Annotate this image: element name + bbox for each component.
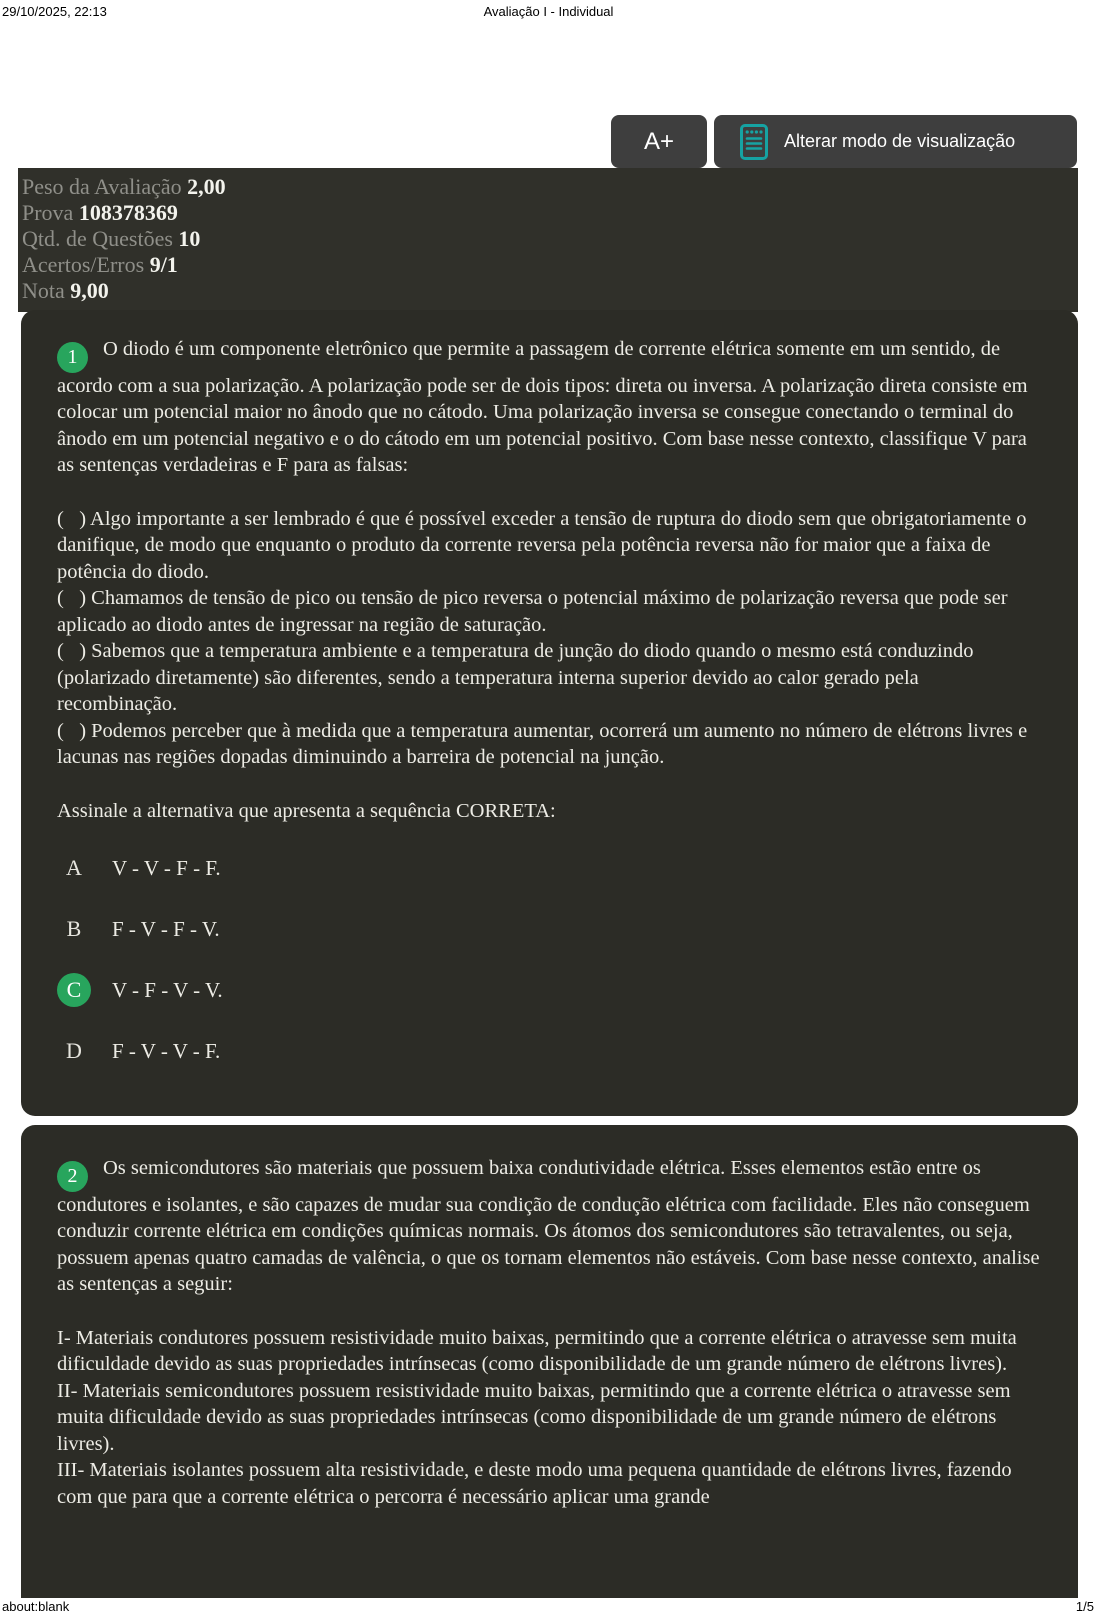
exam-info-row (22, 200, 1070, 226)
option-b-text: F - V - F - V. (112, 917, 220, 941)
info-value: 9,00 (70, 278, 109, 303)
exam-info-row (22, 174, 1070, 200)
question-number-badge: 1 (57, 342, 88, 373)
question-2-intro (57, 1155, 1042, 1298)
reader-mode-icon (740, 124, 768, 160)
question-2-text: Os semicondutores são materiais que possuem baixa condutividade elétrica. Esses elementos estão entre os condutores e isolantes, e são capazes de mudar sua condição de condução elétrica com facilidade. Eles não conseguem conduzir corrente elétrica em condições químicas normais. Os átomos dos semicondutores são tetravalentes, ou seja, possuem apenas quatro camadas de valência, o que os tornam elementos não estáveis. Com base nesse contexto, analise as sentenças a seguir: (57, 1157, 1040, 1296)
info-label: Qtd. de Questões (22, 226, 173, 251)
print-datetime: 29/10/2025, 22:13 (2, 4, 107, 19)
exam-info-row (22, 278, 1070, 304)
vf-statement-2: ( ) Chamamos de tensão de pico ou tensão de pico reversa o potencial máximo de polarização reversa que pode ser aplicado ao diodo antes de ingressar na região de saturação. (57, 587, 1013, 636)
question-number-badge: 2 (57, 1161, 88, 1192)
print-header (0, 4, 1097, 22)
option-d-text: F - V - V - F. (112, 1039, 221, 1063)
option-c-text: V - F - V - V. (112, 978, 223, 1002)
vf-statement-3: ( ) Sabemos que a temperatura ambiente e a temperatura de junção do diodo quando o mesmo está conduzindo (polarizado diretamente) são diferentes, sendo a temperatura interna superior devido ao calor gerado pela recombinação. (57, 640, 979, 716)
option-b-letter: B (66, 916, 82, 941)
page-title: Avaliação I - Individual (483, 4, 614, 19)
options-list (57, 851, 1042, 1068)
option-a[interactable] (57, 851, 1042, 885)
question-card-1 (21, 310, 1078, 1116)
option-a-letter: A (66, 855, 82, 880)
info-value: 10 (178, 226, 201, 251)
view-mode-label: Alterar modo de visualização (784, 131, 1016, 151)
info-label: Prova (22, 200, 74, 225)
question-1-text: O diodo é um componente eletrônico que permite a passagem de corrente elétrica somente em um sentido, de acordo com a sua polarização. A polarização pode ser de dois tipos: direta ou inversa. A polarização direta consiste em colocar um potencial maior no ânodo que no cátodo. Uma polarização inversa se consegue conectando o terminal do ânodo em um potencial negativo e o do cátodo em um potencial positivo. Com base nesse contexto, classifique V para as sentenças verdadeiras e F para as falsas: (57, 338, 1028, 477)
vf-statement-4: ( ) Podemos perceber que à medida que a temperatura aumentar, ocorrerá um aumento no número de elétrons livres e lacunas nas regiões dopadas diminuindo a barreira de potencial na junção. (57, 719, 1033, 769)
info-value: 108378369 (78, 200, 178, 225)
info-value: 9/1 (149, 252, 178, 277)
footer-page-number: 1/5 (1075, 1599, 1094, 1614)
footer-url: about:blank (2, 1599, 70, 1614)
roman-statement-2: II- Materiais semicondutores possuem resistividade muito baixas, permitindo que a corrente elétrica o atravesse sem muita dificuldade devido as suas propriedades intrínsecas (como disponibilidade de um grande número de elétrons livres). (57, 1379, 1016, 1455)
vf-statement-1: ( ) Algo importante a ser lembrado é que é possível exceder a tensão de ruptura do diodo sem que obrigatoriamente o danifique, de modo que enquanto o produto da corrente reversa pela potência reversa não for maior que a faixa de potência do diodo. (57, 507, 1032, 583)
option-a-text: V - V - F - F. (112, 856, 221, 880)
exam-info-row (22, 252, 1070, 278)
option-c-letter: C (57, 973, 91, 1007)
info-label: Nota (22, 278, 65, 303)
exam-info-row (22, 226, 1070, 252)
question-1-intro (57, 336, 1042, 479)
info-label: Peso da Avaliação (22, 174, 182, 199)
option-c-selected[interactable] (57, 973, 1042, 1007)
print-footer (0, 1599, 1097, 1617)
font-size-button[interactable]: A+ (611, 115, 707, 168)
roman-statements (57, 1325, 1042, 1511)
exam-info-panel (18, 168, 1078, 312)
vf-statements (57, 506, 1042, 771)
question-card-2 (21, 1125, 1078, 1598)
answer-prompt: Assinale a alternativa que apresenta a sequência CORRETA: (57, 799, 556, 822)
roman-statement-1: I- Materiais condutores possuem resistividade muito baixas, permitindo que a corrente elétrica o atravesse sem muita dificuldade devido as suas propriedades intrínsecas (como disponibilidade de um grande número de elétrons livres). (57, 1326, 1022, 1376)
option-d[interactable] (57, 1034, 1042, 1068)
option-b[interactable] (57, 912, 1042, 946)
info-value: 2,00 (187, 174, 226, 199)
view-mode-button[interactable] (714, 115, 1077, 168)
info-label: Acertos/Erros (22, 252, 145, 277)
option-d-letter: D (66, 1038, 82, 1063)
roman-statement-3: III- Materiais isolantes possuem alta resistividade, e deste modo uma pequena quantidade de elétrons livres, fazendo com que para que a corrente elétrica o percorra é necessário aplicar uma grande (57, 1459, 1017, 1508)
